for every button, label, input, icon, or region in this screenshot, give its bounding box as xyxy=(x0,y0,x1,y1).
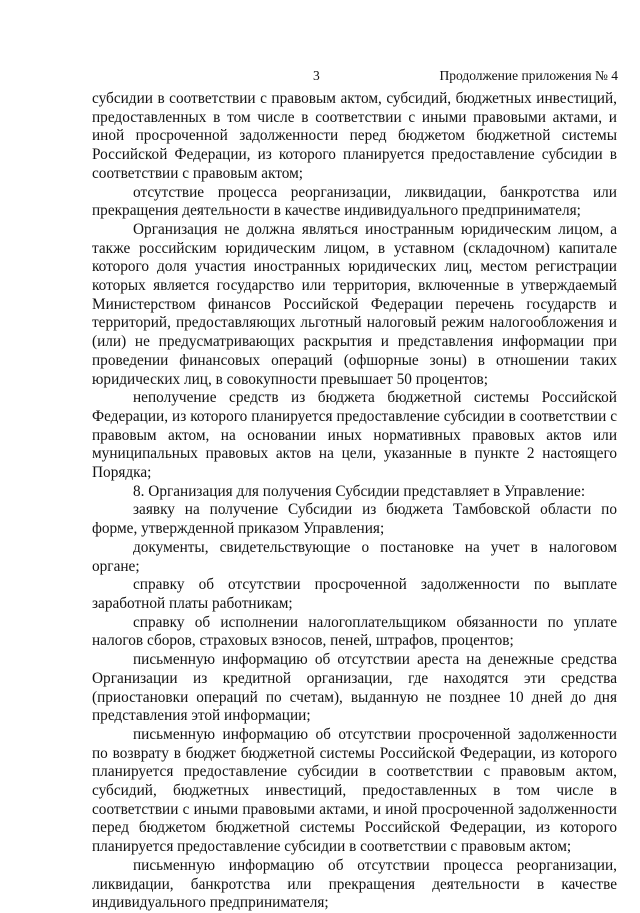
page-header xyxy=(0,68,640,88)
page-number: 3 xyxy=(313,68,320,83)
paragraph: документы, свидетельствующие о постановке на учет в налоговом органе; xyxy=(92,538,617,575)
paragraph: неполучение средств из бюджета бюджетной системы Российской Федерации, из которого планируется предоставление субсидии в соответствии с правовым актом, на основании иных нормативных правовых актов или муниципальных правовых актов на цели, указанные в пункте 2 настоящего Порядка; xyxy=(92,389,617,482)
paragraph: заявку на получение Субсидии из бюджета Тамбовской области по форме, утвержденной приказом Управления; xyxy=(92,501,617,538)
paragraph: письменную информацию об отсутствии просроченной задолженности по возврату в бюджет бюджетной системы Российской Федерации, из которого планируется предоставление субсидии в соответствии с правовым актом, субсидий, бюджетных инвестиций, предоставленных в том числе в соответствии с иными правовыми актами, и иной просроченной задолженности перед бюджетом бюджетной системы Российской Федерации, из которого планируется предоставление субсидии в соответствии с правовым актом; xyxy=(92,725,617,856)
section-heading: 8. Организация для получения Субсидии представляет в Управление: xyxy=(133,482,586,500)
paragraph: письменную информацию об отсутствии ареста на денежные средства Организации из кредитной организации, где находятся эти средства (приостановки операций по счетам), выданную не позднее 10 дней до дня представления этой информации; xyxy=(92,651,617,725)
paragraph: справку об отсутствии просроченной задолженности по выплате заработной платы работникам; xyxy=(92,576,617,612)
appendix-continuation-label: Продолжение приложения № 4 xyxy=(439,68,618,83)
paragraph: отсутствие процесса реорганизации, ликвидации, банкротства или прекращения деятельности в качестве индивидуального предпринимателя; xyxy=(92,183,617,220)
paragraph: справку об исполнении налогоплательщиком обязанности по уплате налогов сборов, страховых взносов, пеней, штрафов, процентов; xyxy=(92,613,617,650)
paragraph: письменную информацию об отсутствии процесса реорганизации, ликвидации, банкротства или прекращения деятельности в качестве индивидуального предпринимателя; xyxy=(92,856,617,912)
paragraph: субсидии в соответствии с правовым актом, субсидий, бюджетных инвестиций, предоставленных в том числе в соответствии с иными правовыми актами, и иной просроченной задолженности перед бюджетом бюджетной системы Российской Федерации, из которого планируется предоставление субсидии в соответствии с правовым актом; xyxy=(92,90,617,182)
document-body xyxy=(92,90,617,913)
paragraph: Организация не должна являться иностранным юридическим лицом, а также российским юридическим лицом, в уставном (складочном) капитале которого доля участия иностранных юридических лиц, местом регистрации которых является государство или территория, включенные в утверждаемый Министерством финансов Российской Федерации перечень государств и территорий, предоставляющих льготный налоговый режим налогообложения и (или) не предусматривающих раскрытия и представления информации при проведении финансовых операций (офшорные зоны) в отношении таких юридических лиц, в совокупности превышает 50 процентов; xyxy=(92,220,617,388)
